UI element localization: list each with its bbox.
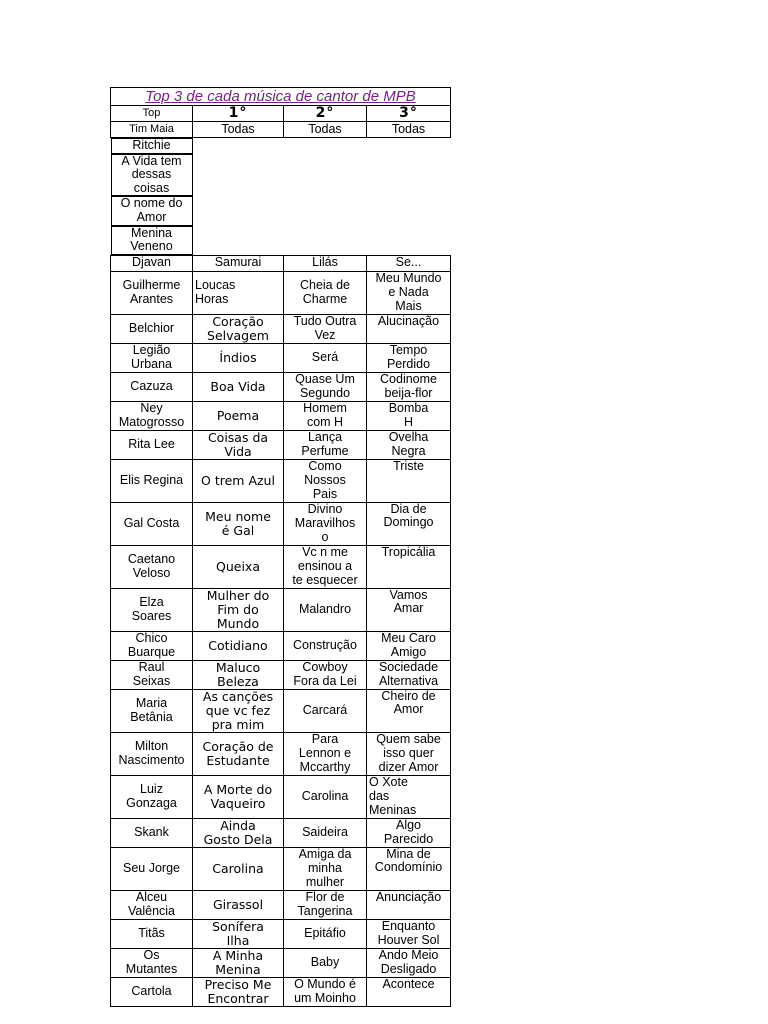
song-1-cell: Todas bbox=[193, 122, 284, 138]
header-second: 2° bbox=[284, 106, 367, 122]
song-1-cell: Mulher do Fim do Mundo bbox=[193, 588, 284, 631]
artist-cell: Ney Matogrosso bbox=[111, 401, 193, 430]
song-2-cell: Quase Um Segundo bbox=[284, 372, 367, 401]
artist-cell: Tim Maia bbox=[111, 122, 193, 138]
artist-cell: Luiz Gonzaga bbox=[111, 775, 193, 818]
song-1-cell: Maluco Beleza bbox=[193, 660, 284, 689]
song-1-cell: Cotidiano bbox=[193, 631, 284, 660]
song-2-cell: Saideira bbox=[284, 818, 367, 847]
table-row bbox=[111, 459, 451, 502]
song-3-cell: Ovelha Negra bbox=[367, 430, 451, 459]
song-2-cell: Construção bbox=[284, 631, 367, 660]
song-2-cell: Baby bbox=[284, 948, 367, 977]
artist-cell: Ritchie bbox=[111, 138, 193, 154]
table-row bbox=[111, 660, 451, 689]
song-1-cell: Ainda Gosto Dela bbox=[193, 818, 284, 847]
table-row bbox=[111, 430, 451, 459]
song-1-cell: Coisas da Vida bbox=[193, 430, 284, 459]
song-3-cell: Codinome beija-flor bbox=[367, 372, 451, 401]
table-row bbox=[111, 255, 451, 271]
table-row bbox=[111, 890, 451, 919]
song-2-cell: Homem com H bbox=[284, 401, 367, 430]
song-2-cell: Amiga da minha mulher bbox=[284, 847, 367, 890]
song-1-cell: Samurai bbox=[193, 255, 284, 271]
song-1-cell: Boa Vida bbox=[193, 372, 284, 401]
song-2-cell: Cowboy Fora da Lei bbox=[284, 660, 367, 689]
artist-cell: Raul Seixas bbox=[111, 660, 193, 689]
song-3-cell: Se... bbox=[367, 255, 451, 271]
artist-cell: Milton Nascimento bbox=[111, 732, 193, 775]
artist-cell: Gal Costa bbox=[111, 502, 193, 545]
song-2-cell: Cheia de Charme bbox=[284, 271, 367, 314]
table-row bbox=[111, 545, 451, 588]
artist-cell: Elis Regina bbox=[111, 459, 193, 502]
song-1-cell: Coração de Estudante bbox=[193, 732, 284, 775]
song-3-cell: Algo Parecido bbox=[367, 818, 451, 847]
song-1-cell: Coração Selvagem bbox=[193, 314, 284, 343]
song-3-cell: Tempo Perdido bbox=[367, 343, 451, 372]
song-2-cell: Como Nossos Pais bbox=[284, 459, 367, 502]
song-3-cell: Dia de Domingo bbox=[367, 502, 451, 545]
mpb-top3-table bbox=[110, 87, 451, 1007]
song-3-cell: Quem sabe isso quer dizer Amor bbox=[367, 732, 451, 775]
header-row bbox=[111, 106, 451, 122]
song-2-cell: Carcará bbox=[284, 689, 367, 732]
song-1-cell: Preciso Me Encontrar bbox=[193, 977, 284, 1006]
artist-cell: Cazuza bbox=[111, 372, 193, 401]
table-row bbox=[111, 689, 451, 732]
song-2-cell: Epitáfio bbox=[284, 919, 367, 948]
song-2-cell: Vc n me ensinou a te esquecer bbox=[284, 545, 367, 588]
table-row bbox=[111, 372, 451, 401]
artist-cell: Seu Jorge bbox=[111, 847, 193, 890]
song-1-cell: Girassol bbox=[193, 890, 284, 919]
song-3-cell: Enquanto Houver Sol bbox=[367, 919, 451, 948]
artist-cell: Guilherme Arantes bbox=[111, 271, 193, 314]
artist-cell: Rita Lee bbox=[111, 430, 193, 459]
song-1-cell: Carolina bbox=[193, 847, 284, 890]
table-row bbox=[111, 732, 451, 775]
song-1-cell: Loucas Horas bbox=[193, 271, 284, 314]
song-1-cell: Índios bbox=[193, 343, 284, 372]
artist-cell: Alceu Valência bbox=[111, 890, 193, 919]
song-1-cell: Poema bbox=[193, 401, 284, 430]
song-2-cell: Malandro bbox=[284, 588, 367, 631]
song-2-cell: Todas bbox=[284, 122, 367, 138]
title-row bbox=[111, 88, 451, 106]
table-row bbox=[111, 122, 451, 138]
song-1-cell: Queixa bbox=[193, 545, 284, 588]
song-3-cell: Anunciação bbox=[367, 890, 451, 919]
song-3-cell: Triste bbox=[367, 459, 451, 502]
table-row bbox=[111, 271, 451, 314]
artist-cell: Maria Betânia bbox=[111, 689, 193, 732]
header-third: 3° bbox=[367, 106, 451, 122]
artist-cell: Elza Soares bbox=[111, 588, 193, 631]
song-3-cell: Todas bbox=[367, 122, 451, 138]
artist-cell: Skank bbox=[111, 818, 193, 847]
song-3-cell: Meu Caro Amigo bbox=[367, 631, 451, 660]
table-row bbox=[111, 343, 451, 372]
song-3-cell: Alucinação bbox=[367, 314, 451, 343]
song-2-cell: Tudo Outra Vez bbox=[284, 314, 367, 343]
song-3-cell: Vamos Amar bbox=[367, 588, 451, 631]
song-3-cell: Mina de Condomínio bbox=[367, 847, 451, 890]
table-row bbox=[111, 138, 451, 256]
header-first: 1° bbox=[193, 106, 284, 122]
song-1-cell: As canções que vc fez pra mim bbox=[193, 689, 284, 732]
song-2-cell: Será bbox=[284, 343, 367, 372]
song-1-cell: A Minha Menina bbox=[193, 948, 284, 977]
song-2-cell: O Mundo é um Moinho bbox=[284, 977, 367, 1006]
table-row bbox=[111, 401, 451, 430]
song-3-cell: Cheiro de Amor bbox=[367, 689, 451, 732]
table-row bbox=[111, 588, 451, 631]
table-row bbox=[111, 977, 451, 1006]
song-2-cell: Divino Maravilhos o bbox=[284, 502, 367, 545]
table-row bbox=[111, 919, 451, 948]
table-row bbox=[111, 631, 451, 660]
song-3-cell: Bomba H bbox=[367, 401, 451, 430]
table-row bbox=[111, 818, 451, 847]
song-3-cell: Ando Meio Desligado bbox=[367, 948, 451, 977]
artist-cell: Cartola bbox=[111, 977, 193, 1006]
artist-cell: Caetano Veloso bbox=[111, 545, 193, 588]
table-row bbox=[111, 847, 451, 890]
artist-cell: Legião Urbana bbox=[111, 343, 193, 372]
song-2-cell: Flor de Tangerina bbox=[284, 890, 367, 919]
song-3-cell: Meu Mundo e Nada Mais bbox=[367, 271, 451, 314]
song-1-cell: Meu nome é Gal bbox=[193, 502, 284, 545]
song-1-cell: O trem Azul bbox=[193, 459, 284, 502]
song-3-cell: O Xote das Meninas bbox=[367, 775, 451, 818]
table-row bbox=[111, 775, 451, 818]
song-2-cell: Lança Perfume bbox=[284, 430, 367, 459]
artist-cell: Belchior bbox=[111, 314, 193, 343]
song-2-cell: Carolina bbox=[284, 775, 367, 818]
artist-cell: Chico Buarque bbox=[111, 631, 193, 660]
song-3-cell: Acontece bbox=[367, 977, 451, 1006]
song-2-cell: Lilás bbox=[284, 255, 367, 271]
song-2-cell: O nome do Amor bbox=[111, 196, 193, 225]
song-3-cell: Sociedade Alternativa bbox=[367, 660, 451, 689]
artist-cell: Os Mutantes bbox=[111, 948, 193, 977]
song-1-cell: A Vida tem dessas coisas bbox=[111, 154, 193, 197]
artist-cell: Titãs bbox=[111, 919, 193, 948]
table-row bbox=[111, 948, 451, 977]
table-row bbox=[111, 502, 451, 545]
song-3-cell: Menina Veneno bbox=[111, 226, 193, 255]
song-1-cell: A Morte do Vaqueiro bbox=[193, 775, 284, 818]
song-1-cell: Sonífera Ilha bbox=[193, 919, 284, 948]
table-row bbox=[111, 314, 451, 343]
artist-cell: Djavan bbox=[111, 255, 193, 271]
table-title: Top 3 de cada música de cantor de MPB bbox=[111, 88, 451, 106]
song-2-cell: Para Lennon e Mccarthy bbox=[284, 732, 367, 775]
song-3-cell: Tropicália bbox=[367, 545, 451, 588]
header-top: Top bbox=[111, 106, 193, 122]
